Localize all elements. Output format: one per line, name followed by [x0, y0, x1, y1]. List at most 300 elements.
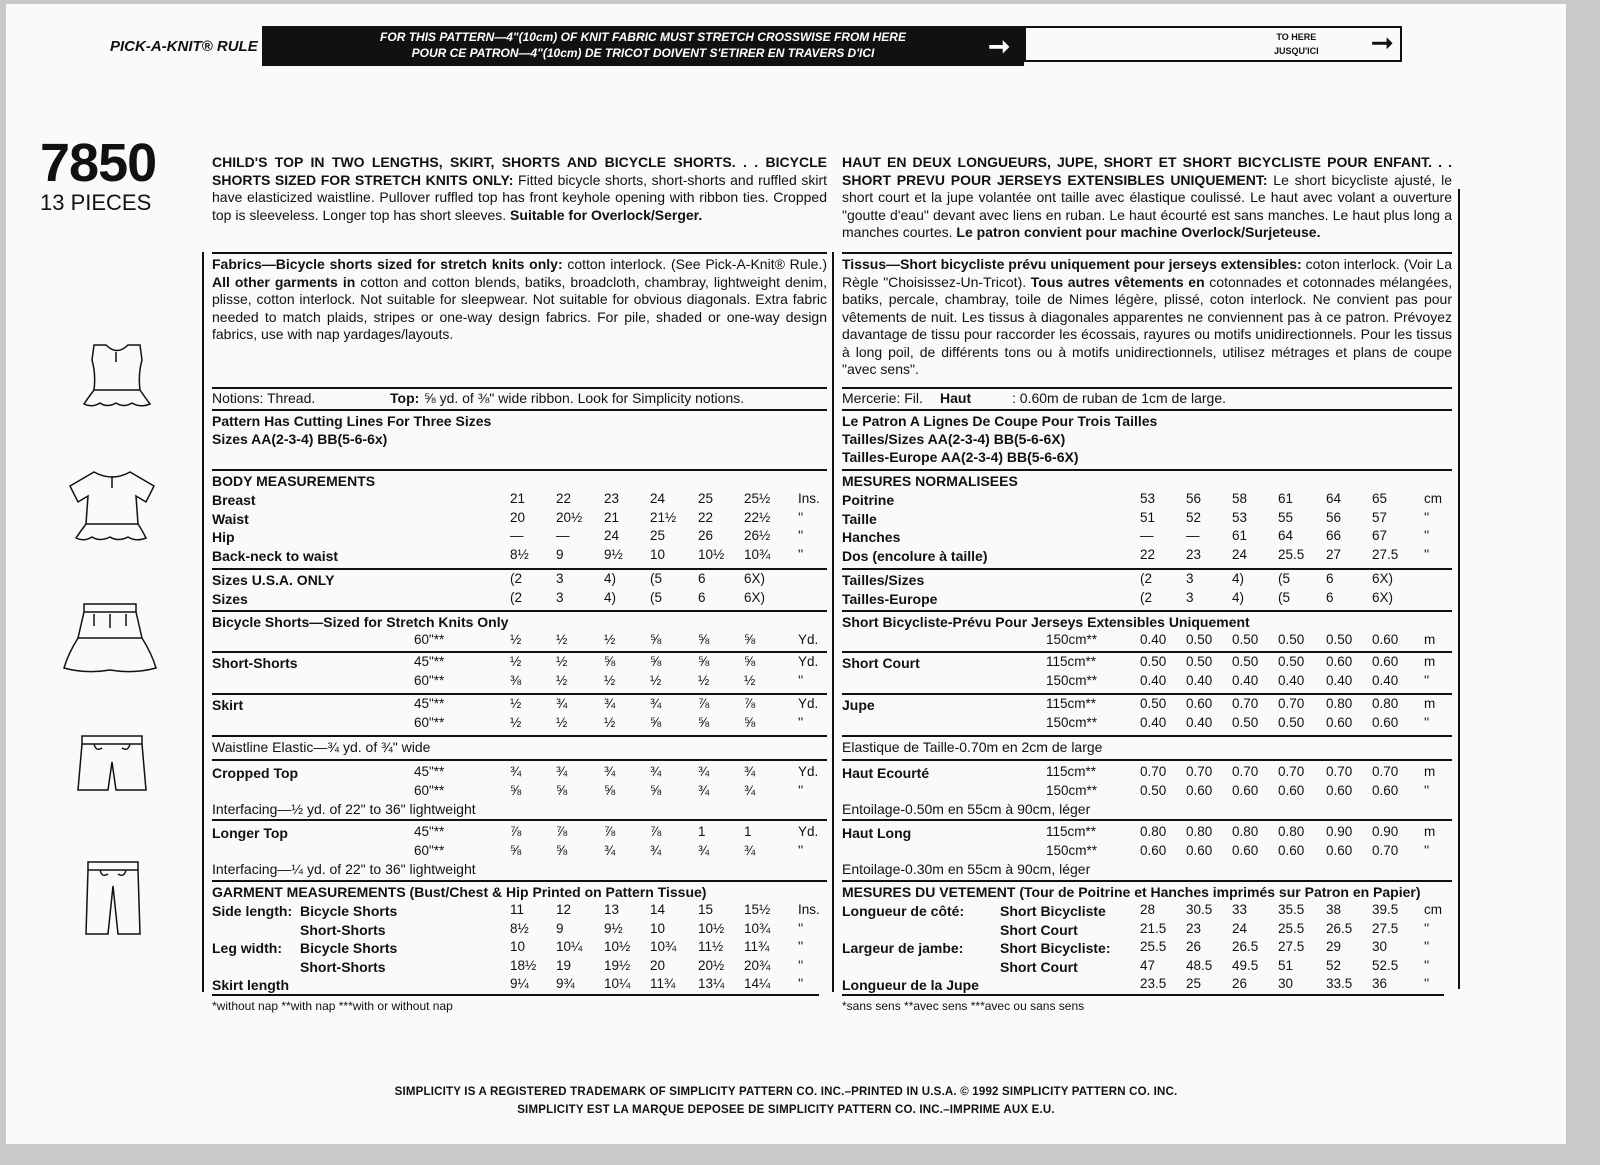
- unit-cell: m: [1424, 654, 1436, 669]
- value-cell: 21: [510, 491, 526, 506]
- value-cell: ⅝: [650, 654, 662, 669]
- fabric-width: 150cm**: [1046, 715, 1098, 730]
- waistline-elastic: Elastique de Taille-0.70m en 2cm de large: [842, 739, 1103, 755]
- unit-cell: '': [798, 509, 804, 525]
- value-cell: 0.50: [1278, 632, 1305, 647]
- rule: [842, 819, 1452, 821]
- value-cell: 0.90: [1326, 824, 1353, 839]
- center-column-divider: [832, 252, 834, 992]
- garment-row-label: Skirt length: [212, 977, 290, 993]
- value-cell: 56: [1326, 509, 1342, 525]
- fabrics-text: [842, 256, 1452, 379]
- interfacing-text: Entoilage-0.50m en 55cm à 90cm, léger: [842, 801, 1091, 817]
- value-cell: 9: [556, 920, 564, 936]
- body-row-label: Taille: [842, 510, 877, 527]
- pattern-number: 7850: [40, 133, 157, 193]
- value-cell: ⅝: [510, 783, 522, 798]
- value-cell: 0.60: [1326, 843, 1353, 858]
- fabric-width: 45"**: [414, 654, 445, 669]
- value-cell: 20: [510, 509, 526, 525]
- value-cell: 48.5: [1186, 957, 1213, 973]
- value-cell: 8½: [510, 920, 529, 936]
- unit-cell: Yd.: [798, 764, 819, 779]
- rule: [212, 994, 819, 996]
- value-cell: ⅝: [698, 715, 710, 730]
- value-cell: 9½: [604, 920, 623, 936]
- overlock-suitability: Le patron convient pour machine Overlock/Surjeteuse.: [952, 224, 1321, 240]
- value-cell: 36: [1372, 976, 1388, 991]
- value-cell: ⅝: [650, 632, 662, 647]
- value-cell: (5: [650, 571, 663, 586]
- value-cell: 10¾: [650, 939, 677, 954]
- value-cell: 52: [1186, 509, 1202, 525]
- fabrics-knit-text: coton interlock. (Voir La Règle "Choisissez-Un-Tricot).: [842, 256, 1452, 290]
- pattern-pieces-count: 13 PIECES: [40, 190, 152, 215]
- value-cell: (2: [1140, 571, 1153, 586]
- value-cell: 1: [698, 824, 706, 839]
- value-cell: ⅝: [744, 654, 756, 669]
- unit-cell: m: [1424, 632, 1436, 647]
- unit-cell: '': [798, 528, 804, 543]
- value-cell: 20: [650, 957, 666, 973]
- value-cell: ¾: [604, 764, 616, 779]
- value-cell: 0.80: [1232, 824, 1259, 839]
- intro-title: CHILD'S TOP IN TWO LENGTHS, SKIRT, SHORTS AND BICYCLE SHORTS. . . BICYCLE SHORTS SIZED FOR STRETCH KNITS ONLY:: [212, 154, 827, 188]
- value-cell: 0.60: [1186, 843, 1213, 858]
- value-cell: 13: [604, 902, 620, 917]
- unit-cell: '': [798, 957, 804, 973]
- value-cell: 0.40: [1186, 673, 1213, 688]
- value-cell: 0.40: [1186, 715, 1213, 730]
- sizes-row-label: Tailles/Sizes: [842, 572, 925, 588]
- value-cell: 0.80: [1140, 824, 1167, 839]
- garment-row-label: Side length:: [212, 903, 293, 919]
- value-cell: 21.5: [1140, 920, 1167, 936]
- value-cell: 0.40: [1232, 673, 1259, 688]
- fabric-width: 115cm**: [1046, 696, 1097, 711]
- arrow-right-icon: ➞: [988, 31, 1010, 61]
- value-cell: 10½: [698, 546, 725, 562]
- value-cell: —: [1186, 528, 1200, 543]
- value-cell: ½: [510, 696, 522, 711]
- notions-top-text: ⅝ yd. of ⅜" wide ribbon. Look for Simplicity notions.: [424, 390, 745, 406]
- value-cell: 25: [698, 491, 714, 506]
- value-cell: (5: [1278, 571, 1291, 586]
- value-cell: 0.60: [1186, 783, 1213, 798]
- garment-row-sublabel: Short Court: [1000, 958, 1078, 975]
- value-cell: 51: [1140, 509, 1156, 525]
- value-cell: ⅝: [604, 783, 616, 798]
- copyright-line-fr: SIMPLICITY EST LA MARQUE DEPOSEE DE SIMPLICITY PATTERN CO. INC.–IMPRIME AUX E.U.: [517, 1104, 1055, 1116]
- value-cell: 55: [1278, 509, 1294, 525]
- rule: [842, 568, 1452, 570]
- value-cell: 9¾: [556, 976, 575, 991]
- garment-yardage-label: Haut Ecourté: [842, 765, 930, 781]
- pick-a-knit-rule-bar: [262, 26, 1024, 66]
- value-cell: 10¼: [556, 939, 583, 954]
- value-cell: 0.50: [1140, 696, 1167, 711]
- body-measurements-heading: BODY MEASUREMENTS: [212, 473, 376, 489]
- value-cell: ½: [556, 715, 568, 730]
- rule: [212, 610, 827, 612]
- right-column-border: [1458, 189, 1460, 989]
- rule: [842, 693, 1452, 695]
- short-shorts-sketch: [72, 728, 152, 798]
- value-cell: ⅞: [698, 696, 710, 711]
- fabric-width: 60"**: [414, 843, 445, 858]
- left-column-border: [202, 252, 204, 992]
- value-cell: 30.5: [1186, 902, 1213, 917]
- unit-cell: Ins.: [798, 902, 820, 917]
- value-cell: 58: [1232, 491, 1248, 506]
- fabric-width: 150cm**: [1046, 783, 1098, 798]
- value-cell: ⅞: [604, 824, 616, 839]
- garment-row-label: Longueur de côté:: [842, 903, 965, 919]
- value-cell: ½: [510, 715, 522, 730]
- pick-a-knit-stretch-box: [1024, 26, 1402, 62]
- value-cell: 28: [1140, 902, 1156, 917]
- value-cell: 11½: [698, 939, 724, 954]
- value-cell: 52.5: [1372, 957, 1399, 973]
- notions-top-label: Haut: [940, 390, 972, 406]
- value-cell: 19½: [604, 957, 631, 973]
- fabrics-other-text: cotonnades et cotonnades mélangées, batiks, percale, chambray, toile de Nimes légère, plissé, coton interlock. Ne convient pas pour vêtements de nuit. Les tissus à diagonales apparentes ne conviennent pas à ce patron. Prévoyez davantage de tissu pour raccorder les écossais, rayures ou motifs unidirectionnels. Pour les tissus à long poil, de différents tons ou à motifs unidirectionnels, utilisez métrages et plans de coupe "avec sens".: [842, 273, 1452, 377]
- rule: [842, 994, 1444, 996]
- value-cell: 0.60: [1326, 654, 1353, 669]
- unit-cell: '': [1424, 715, 1430, 730]
- body-row-label: Hip: [212, 529, 235, 545]
- value-cell: 6X): [744, 571, 766, 586]
- garment-row-sublabel: Short-Shorts: [300, 958, 386, 975]
- value-cell: 0.40: [1278, 673, 1305, 688]
- cutting-lines: Pattern Has Cutting Lines For Three Sizes: [212, 413, 492, 429]
- value-cell: 38: [1326, 902, 1342, 917]
- value-cell: 6X): [1372, 589, 1394, 605]
- unit-cell: cm: [1424, 902, 1442, 917]
- value-cell: ¾: [556, 696, 568, 711]
- value-cell: 8½: [510, 546, 529, 562]
- value-cell: 52: [1326, 957, 1342, 973]
- fabric-width: 60"**: [414, 673, 445, 688]
- value-cell: 6: [1326, 589, 1334, 605]
- value-cell: 0.60: [1186, 696, 1213, 711]
- value-cell: 26.5: [1326, 920, 1353, 936]
- fabrics-paragraph: [212, 256, 827, 344]
- garment-row-sublabel: Bicycle Shorts: [300, 903, 398, 919]
- value-cell: 11¾: [744, 939, 770, 954]
- value-cell: 25.5: [1140, 939, 1167, 954]
- fabrics-text: [212, 256, 827, 344]
- to-here-text: TO HERE: [1276, 32, 1317, 42]
- unit-cell: '': [798, 939, 804, 954]
- value-cell: ⅝: [744, 715, 756, 730]
- sizes-row-label: Tailles-Europe: [842, 590, 938, 607]
- value-cell: 0.70: [1186, 764, 1213, 779]
- value-cell: 0.60: [1140, 843, 1167, 858]
- value-cell: —: [510, 528, 524, 543]
- garment-row-label: Largeur de jambe:: [842, 940, 964, 956]
- notions-top-label: Top:: [390, 390, 420, 406]
- fabric-width: 45"**: [414, 764, 445, 779]
- fabrics-other-text: cotton and cotton blends, batiks, broadcloth, chambray, lightweight denim, plisse, cotton interlock. Not suitable for sleepwear. Not suitable for obvious diagonals. Extra fabric needed to match plaids, stripes or one-way design fabrics. For pile, shaded or one-way design fabrics, use with nap yardages/layouts.: [212, 273, 827, 342]
- value-cell: ½: [510, 632, 522, 647]
- intro-description: Fitted bicycle shorts, short-shorts and ruffled skirt have elasticized waistline. Pullover ruffled top has front keyhole opening with ribbon ties. Cropped top is sleeveless. Longer top has short sleeves.: [212, 171, 828, 223]
- value-cell: 10¾: [744, 920, 771, 936]
- value-cell: 14¼: [744, 976, 771, 991]
- value-cell: 10: [510, 939, 526, 954]
- value-cell: 27: [1326, 546, 1342, 562]
- value-cell: 51: [1278, 957, 1294, 973]
- value-cell: 20¾: [744, 957, 771, 973]
- notions-label: Mercerie: Fil.: [842, 390, 923, 406]
- value-cell: 26: [1186, 939, 1202, 954]
- unit-cell: '': [1424, 957, 1430, 973]
- jusquici-text: JUSQU'ICI: [1274, 46, 1319, 56]
- unit-cell: '': [798, 783, 804, 798]
- value-cell: ½: [604, 715, 616, 730]
- rule: [842, 252, 1452, 254]
- value-cell: 27.5: [1372, 920, 1399, 936]
- value-cell: 9½: [604, 546, 623, 562]
- unit-cell: Yd.: [798, 632, 819, 647]
- value-cell: 25.5: [1278, 546, 1305, 562]
- rule: [212, 735, 827, 737]
- value-cell: ⅞: [556, 824, 568, 839]
- value-cell: 26½: [744, 528, 771, 543]
- rule: [842, 469, 1452, 471]
- value-cell: 25.5: [1278, 920, 1305, 936]
- value-cell: 25: [1186, 976, 1202, 991]
- fabric-width: 150cm**: [1046, 632, 1098, 647]
- unit-cell: '': [798, 673, 804, 688]
- garment-yardage-label: Cropped Top: [212, 765, 299, 781]
- value-cell: 10½: [604, 939, 631, 954]
- value-cell: 20½: [698, 957, 725, 973]
- value-cell: —: [556, 528, 570, 543]
- rule: [212, 880, 827, 882]
- garment-measurements-heading: MESURES DU VETEMENT (Tour de Poitrine et Hanches imprimés sur Patron en Papier): [842, 884, 1421, 900]
- value-cell: 0.70: [1372, 764, 1399, 779]
- body-row-label: Breast: [212, 492, 256, 508]
- unit-cell: '': [1424, 976, 1430, 991]
- garment-row-label: Leg width:: [212, 940, 282, 956]
- fabric-width: 115cm**: [1046, 654, 1097, 669]
- value-cell: 10¼: [604, 976, 631, 991]
- value-cell: 0.40: [1140, 632, 1167, 647]
- value-cell: 4): [1232, 589, 1245, 605]
- fabric-width: 45"**: [414, 824, 445, 839]
- value-cell: 65: [1372, 491, 1388, 506]
- value-cell: 22: [556, 491, 572, 506]
- rule: [212, 469, 827, 471]
- value-cell: ½: [650, 673, 662, 688]
- garment-row-sublabel: Short-Shorts: [300, 921, 386, 938]
- body-measurements-heading: MESURES NORMALISEES: [842, 473, 1018, 489]
- value-cell: ⅝: [510, 843, 522, 858]
- value-cell: ⅝: [698, 654, 710, 669]
- cutting-sizes-europe: Tailles-Europe AA(2-3-4) BB(5-6-6X): [842, 449, 1079, 465]
- value-cell: 0.80: [1278, 824, 1305, 839]
- value-cell: ⅝: [698, 632, 710, 647]
- rule: [842, 880, 1452, 882]
- fabrics-other-label: Tous autres vêtements en: [1030, 273, 1205, 290]
- unit-cell: m: [1424, 696, 1436, 711]
- value-cell: 3: [1186, 589, 1194, 605]
- unit-cell: '': [798, 546, 804, 562]
- value-cell: 61: [1232, 528, 1248, 543]
- value-cell: 0.40: [1372, 673, 1399, 688]
- value-cell: 35.5: [1278, 902, 1305, 917]
- value-cell: 0.60: [1372, 654, 1399, 669]
- value-cell: 30: [1372, 939, 1388, 954]
- value-cell: 0.80: [1326, 696, 1353, 711]
- garment-row-sublabel: Short Bicycliste:: [1000, 940, 1111, 956]
- value-cell: ½: [556, 673, 568, 688]
- value-cell: ½: [744, 673, 756, 688]
- value-cell: 25: [650, 528, 666, 543]
- rule: [212, 568, 827, 570]
- value-cell: 23.5: [1140, 976, 1167, 991]
- value-cell: ¾: [650, 696, 662, 711]
- rule: [212, 759, 827, 761]
- value-cell: (5: [650, 589, 663, 605]
- notions-label: Notions: Thread.: [212, 390, 316, 406]
- value-cell: 3: [556, 571, 564, 586]
- value-cell: ½: [510, 654, 522, 669]
- value-cell: 0.50: [1232, 632, 1259, 647]
- garment-row-sublabel: Short Bicycliste: [1000, 903, 1106, 919]
- value-cell: ⅝: [556, 843, 568, 858]
- pattern-envelope-back: [6, 4, 1566, 1144]
- value-cell: 53: [1140, 491, 1156, 506]
- value-cell: 24: [1232, 546, 1248, 562]
- value-cell: ⅝: [556, 783, 568, 798]
- value-cell: 0.70: [1372, 843, 1399, 858]
- unit-cell: '': [798, 843, 804, 858]
- value-cell: 12: [556, 902, 572, 917]
- value-cell: 6: [1326, 571, 1334, 586]
- fabrics-paragraph: [842, 256, 1452, 379]
- value-cell: ¾: [698, 764, 710, 779]
- value-cell: 24: [604, 528, 620, 543]
- value-cell: 0.70: [1326, 764, 1353, 779]
- fabric-width: 115cm**: [1046, 824, 1097, 839]
- value-cell: 0.70: [1278, 764, 1305, 779]
- value-cell: 3: [556, 589, 564, 605]
- value-cell: ¾: [604, 843, 616, 858]
- value-cell: 0.80: [1372, 696, 1399, 711]
- value-cell: ⅞: [650, 824, 662, 839]
- value-cell: ⅝: [604, 654, 616, 669]
- value-cell: 0.70: [1140, 764, 1167, 779]
- unit-cell: Ins.: [798, 491, 820, 506]
- value-cell: ⅝: [744, 632, 756, 647]
- value-cell: 26: [1232, 976, 1248, 991]
- value-cell: 4): [604, 589, 617, 605]
- value-cell: 20½: [556, 509, 583, 525]
- copyright-line-en: SIMPLICITY IS A REGISTERED TRADEMARK OF SIMPLICITY PATTERN CO. INC.–PRINTED IN U.S.A. © 1992 SIMPLICITY PATTERN CO. INC.: [394, 1086, 1178, 1098]
- intro-description: Le short bicycliste ajusté, le short court et la jupe volantée ont taille avec élastique coulissé. Le haut avec volant a ouverture "goutte d'eau" devant avec liens en ruban. Le haut écourté est sans manches. Le haut plus long a manches courtes.: [842, 171, 1452, 240]
- value-cell: 14: [650, 902, 666, 917]
- yardage-group-label: Short-Shorts: [212, 655, 298, 671]
- value-cell: 0.70: [1278, 696, 1305, 711]
- garment-yardage-label: Haut Long: [842, 825, 912, 841]
- rule: [842, 759, 1452, 761]
- yardage-group-label: Skirt: [212, 697, 244, 713]
- notions-top-text: : 0.60m de ruban de 1cm de large.: [1012, 390, 1227, 406]
- unit-cell: '': [1424, 546, 1430, 562]
- fabric-width: 60"**: [414, 715, 445, 730]
- bicycle-shorts-sketch: [78, 856, 148, 940]
- value-cell: 9: [556, 546, 564, 562]
- value-cell: 0.80: [1186, 824, 1213, 839]
- value-cell: 0.60: [1372, 715, 1399, 730]
- value-cell: 15½: [744, 902, 771, 917]
- value-cell: 29: [1326, 939, 1342, 954]
- value-cell: ½: [604, 673, 616, 688]
- value-cell: 0.60: [1278, 783, 1305, 798]
- value-cell: 57: [1372, 509, 1388, 525]
- arrow-right-icon: ➞: [1370, 27, 1394, 58]
- overlock-suitability: Suitable for Overlock/Serger.: [506, 206, 703, 223]
- cutting-lines: Le Patron A Lignes De Coupe Pour Trois Tailles: [842, 413, 1158, 429]
- intro-paragraph: [212, 154, 827, 224]
- value-cell: ¾: [556, 764, 568, 779]
- rule: [212, 252, 827, 254]
- value-cell: ½: [556, 654, 568, 669]
- sizes-row-label: Sizes: [212, 590, 248, 607]
- value-cell: (2: [510, 571, 523, 586]
- value-cell: (2: [510, 589, 523, 605]
- unit-cell: '': [1424, 843, 1430, 858]
- value-cell: 0.50: [1326, 632, 1353, 647]
- value-cell: 23: [604, 491, 620, 506]
- value-cell: ½: [556, 632, 568, 647]
- unit-cell: '': [1424, 528, 1430, 543]
- fabric-width: 45"**: [414, 696, 445, 711]
- value-cell: 22: [698, 509, 714, 525]
- value-cell: 0.50: [1186, 632, 1213, 647]
- fabric-width: 150cm**: [1046, 673, 1098, 688]
- unit-cell: '': [798, 976, 804, 991]
- value-cell: 11: [510, 902, 525, 917]
- rule: [212, 651, 827, 653]
- value-cell: ¾: [604, 696, 616, 711]
- value-cell: 13¼: [698, 976, 725, 991]
- interfacing-text: Interfacing—¼ yd. of 22" to 36" lightweight: [212, 861, 476, 877]
- value-cell: 47: [1140, 957, 1156, 973]
- rule: [842, 735, 1452, 737]
- value-cell: 0.60: [1372, 783, 1399, 798]
- fabric-width: 150cm**: [1046, 843, 1098, 858]
- knit-rule-line-fr: POUR CE PATRON—4"(10cm) DE TRICOT DOIVENT S'ETIRER EN TRAVERS D'ICI: [411, 46, 875, 60]
- yardage-group-label: Short Court: [842, 655, 920, 671]
- rule: [842, 610, 1452, 612]
- fabric-width: 60"**: [414, 632, 445, 647]
- value-cell: 0.40: [1140, 673, 1167, 688]
- unit-cell: m: [1424, 764, 1436, 779]
- value-cell: 26.5: [1232, 939, 1259, 954]
- body-row-label: Poitrine: [842, 492, 895, 508]
- value-cell: 21: [604, 509, 620, 525]
- value-cell: 39.5: [1372, 902, 1399, 917]
- rule: [842, 409, 1452, 411]
- interfacing-text: Entoilage-0.30m en 55cm à 90cm, léger: [842, 861, 1091, 877]
- value-cell: 64: [1278, 528, 1294, 543]
- value-cell: 27.5: [1278, 939, 1305, 954]
- value-cell: 23: [1186, 920, 1202, 936]
- value-cell: 27.5: [1372, 546, 1399, 562]
